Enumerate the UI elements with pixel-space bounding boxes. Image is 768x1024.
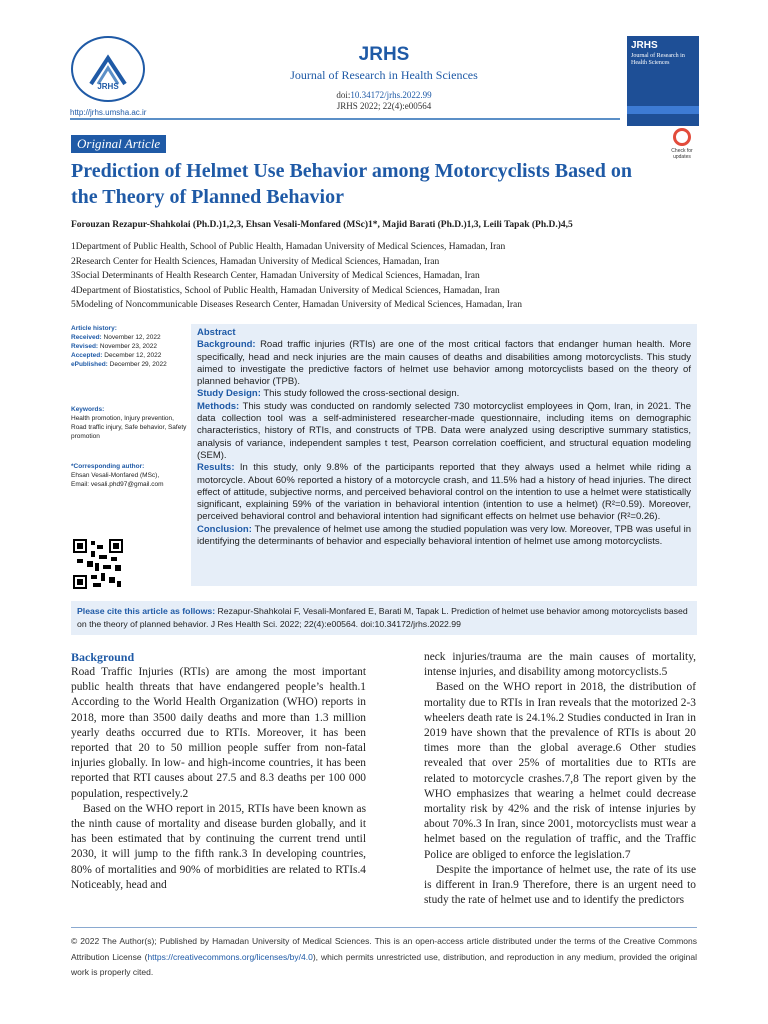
license-text: ), which permits unrestricted use, distribution, and reproduction in any medium, provided the original work is properly cited. [71,951,698,977]
conclusion-label: Conclusion: [197,523,252,535]
spacer [71,369,191,405]
citation-box [71,601,697,635]
affiliation-item: 4Department of Biostatistics, School of Public Health, Hamadan University of Medical Sciences, Hamadan, Iran [71,285,500,296]
citation-line: JRHS 2022; 22(4):e00564 [336,101,432,111]
received-value: November 12, 2022 [103,334,161,341]
revised-label: Revised: [71,343,99,350]
results-label: Results: [197,462,235,474]
journal-cover-thumbnail[interactable] [627,36,699,126]
body-paragraph: Despite the importance of helmet use, the rate of its use is different in Iran.9 Therefore, there is an urgent need to study the rate of helmet use and to identify the predictors [424,863,696,907]
received-date [71,333,191,342]
check-for-updates-button[interactable] [665,128,699,160]
logo-abbr: JRHS [97,82,119,91]
journal-abbr: JRHS [358,44,410,65]
spacer [71,441,191,462]
results-text: In this study, only 9.8% of the participants reported that they always used a helmet while riding a motorcycle. About 60% reported a history of a motorcycle crash, and 11.5% had a history of head injuries. The direct effect of attitude, subjective norms, and perceived behavioral control on the intention to use a helmet were statistically significant, explaining 59% of the variation in behavioral intention (intention to use a helmet) (R²=0.59). Moreover, perceived behavioral control and behavioral intention had significant effects on helmet use behavior (R²=0.26). [197,462,691,523]
corresponding-title: *Corresponding author: [71,463,145,470]
license-footer [71,927,697,981]
article-title: Prediction of Helmet Use Behavior among Motorcyclists Based on the Theory of Planned Behavior [71,160,633,208]
doi-link[interactable]: 10.34172/jrhs.2022.99 [350,90,432,100]
accepted-value: December 12, 2022 [104,352,162,359]
check-updates-label: Check for updates [671,148,693,160]
header-divider [70,118,620,120]
affiliations [71,240,711,313]
conclusion-text: The prevalence of helmet use among the studied population was very low. Moreover, TPB was useful in identifying the determinants of behavior and especially behavioral intention of helmet use among motorcyclists. [197,523,691,548]
background-text: Road traffic injuries (RTIs) are one of the most critical factors that endanger human health. More specifically, head and neck injuries are the main causes of deaths and disabilities among motorcyclists. This study aimed to investigate the predictive factors of helmet use behavior among motorcyclists based on the theory of planned behavior (TPB). [197,339,692,388]
received-label: Received: [71,334,102,341]
section-heading: Background [71,650,135,664]
body-paragraph: Based on the WHO report in 2015, RTIs have been known as the ninth cause of mortality and disease burden globally, and it has been estimated that by continuing the current trend until 2030, it will jump to the fifth rank.3 In developing countries, 80% of mortalities and 90% of morbidities are related to RTIs.4 Noticeably, head and [71,802,366,891]
body-paragraph: Road Traffic Injuries (RTIs) are among the most important public health threats that have endangered people’s health.1 According to the World Health Organization (WHO) reports in 2018, more than 3500 daily deaths and more than 1.3 million yearly deaths occurred due to RTIs. Moreover, it has been reported that 20 to 50 million people suffer from non-fatal injuries globally. In low- and high-income countries, it has been reported that RTI causes about 27.5 and 8.3 deaths per 100 000 population, respectively.2 [71,666,366,800]
corresponding-name: Ehsan Vesali-Monfared (MSc), [71,472,160,479]
author-list: Forouzan Rezapur-Shahkolai (Ph.D.)1,2,3, Ehsan Vesali-Monfared (MSc)1*, Majid Barati (Ph.D.)1,3, Leili Tapak (Ph.D.)4,5 [71,220,573,230]
license-link[interactable]: https://creativecommons.org/licenses/by/4.0 [147,951,313,962]
methods-text: This study was conducted on randomly selected 730 motorcyclist employees in Qom, Iran, in 2021. The data collection tool was a self-administered researcher-made questionnaire, including items on demographic characteristics, history of RTIs, and constructs of TPB. Data were analyzed using descriptive summary statistics, analysis of variance, independent samples t test, Pearson correlation coefficient, and structural equation modeling (SEM). [197,400,692,461]
abstract-box [191,324,697,586]
corresponding-email[interactable]: Email: vesali.phd97@gmail.com [71,481,164,488]
cover-stripe [627,106,699,114]
abstract-results [197,462,691,523]
abstract-methods [197,401,691,462]
methods-label: Methods: [197,400,240,412]
doi-prefix: doi: [336,90,351,100]
abstract-background [197,339,691,388]
design-label: Study Design: [197,388,261,400]
affiliation-item: 1Department of Public Health, School of Public Health, Hamadan University of Medical Sciences, Hamadan, Iran [71,242,506,252]
cite-text: Rezapur-Shahkolai F, Vesali-Monfared E, Barati M, Tapak L. Prediction of helmet use behavior among motorcyclists based on the theory of planned behavior. J Res Health Sci. 2022; 22(4):e00564. doi:10.34172/jrhs.2022.99 [77,606,688,629]
revised-date [71,342,191,351]
epublished-value: December 29, 2022 [109,361,167,368]
check-updates-icon [673,128,691,146]
accepted-date [71,351,191,360]
abstract-title: Abstract [197,327,236,338]
abstract-design [197,388,691,400]
body-column-right [424,650,696,908]
history-title: Article history: [71,325,117,332]
affiliation-item: 5Modeling of Noncommunicable Diseases Research Center, Hamadan University of Medical Sciences, Hamadan, Iran [71,300,522,310]
abstract-conclusion [197,524,691,549]
epublished-label: ePublished: [71,361,108,368]
epublished-date [71,360,191,369]
keywords-title: Keywords: [71,406,105,413]
cite-label: Please cite this article as follows: [77,606,216,616]
journal-name: Journal of Research in Health Sciences [290,68,478,82]
journal-url-link[interactable]: http://jrhs.umsha.ac.ir [70,108,147,117]
cover-subtitle: Journal of Research in Health Sciences [631,53,685,66]
license-text: © 2022 The Author(s); Published by Hamadan University of Medical Sciences. This is an open-access article distributed under the terms of the Creative Commons Attribution License ( [71,936,697,962]
affiliation-item: 3Social Determinants of Health Research Center, Hamadan University of Medical Sciences, Hamadan, Iran [71,271,480,281]
body-paragraph: Based on the WHO report in 2018, the distribution of mortality due to RTIs in Iran reveals that the motorized 2-3 wheelers death rate is 24.1%.2 Studies conducted in Iran in 2019 have shown that the prevalence of RTIs is about 20 times more than the global average.6 Other studies revealed that over 25% of mortalities due to RTIs are related to motorcycle crashes.7,8 The report given by the WHO emphasizes that wearing a helmet could decrease mortality risk by 42% and the risk of intense injuries by about 70%.3 In Iran, since 2001, motorcyclists must wear a helmet based on the regulation of traffic, and the Traffic Police are obliged to enforce the legislation.7 [424,681,696,861]
background-label: Background: [197,339,256,351]
body-column-left [71,665,366,893]
body-paragraph: neck injuries/trauma are the main causes of mortality, intense injuries, and disability among motorcyclists.5 [424,651,696,679]
affiliation-item: 2Research Center for Health Sciences, Hamadan University of Medical Sciences, Hamadan, Iran [71,256,440,267]
article-type-badge: Original Article [71,135,166,153]
cover-title: JRHS [631,40,658,51]
accepted-label: Accepted: [71,352,103,359]
article-info-sidebar [71,324,191,489]
qr-code-icon[interactable] [73,539,123,589]
revised-value: November 23, 2022 [99,343,158,350]
keywords-list: Health promotion, Injury prevention, Road traffic injury, Safe behavior, Safety promotion [71,415,187,440]
design-text: This study followed the cross-sectional design. [263,388,460,400]
